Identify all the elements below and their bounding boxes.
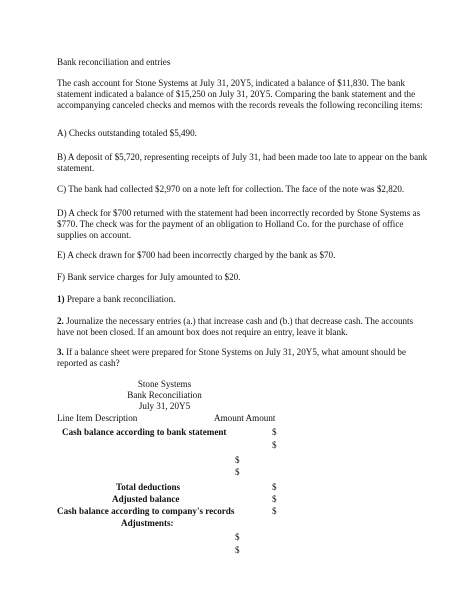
question-1-text: Prepare a bank reconciliation. bbox=[64, 294, 176, 304]
adjustment-dollar-1: $ bbox=[235, 532, 240, 542]
question-2 bbox=[57, 316, 429, 338]
recon-heading: Bank Reconciliation bbox=[127, 390, 202, 400]
adjustments-label: Adjustments: bbox=[121, 518, 174, 528]
intro-paragraph: The cash account for Stone Systems at July 31, 20Y5, indicated a balance of $11,830. The bank statement indicated a balance of $15,250 on July 31, 20Y5. Comparing the bank statement and the accompanying canceled checks and memos with the records reveals the following reconciling items: bbox=[57, 78, 423, 110]
adjusted-balance-label: Adjusted balance bbox=[112, 494, 180, 504]
question-1 bbox=[57, 294, 429, 305]
item-f: F) Bank service charges for July amounted to $20. bbox=[57, 272, 241, 282]
bank-balance-label: Cash balance according to bank statement bbox=[62, 427, 227, 437]
question-1-number: 1) bbox=[57, 294, 65, 304]
deduction-dollar-2: $ bbox=[235, 467, 240, 477]
bank-balance-dollar: $ bbox=[272, 427, 277, 437]
column-header-amounts: Amount Amount bbox=[214, 413, 276, 423]
item-e: E) A check drawn for $700 had been incorrectly charged by the bank as $70. bbox=[57, 250, 336, 260]
item-c: C) The bank had collected $2,970 on a note left for collection. The face of the note was $2,820. bbox=[57, 184, 405, 194]
question-3-number: 3. bbox=[57, 347, 64, 357]
total-deductions-dollar: $ bbox=[272, 482, 277, 492]
item-a: A) Checks outstanding totaled $5,490. bbox=[57, 128, 197, 138]
document-title: Bank reconciliation and entries bbox=[57, 57, 171, 67]
recon-date: July 31, 20Y5 bbox=[138, 401, 191, 411]
question-2-text: Journalize the necessary entries (a.) that increase cash and (b.) that decrease cash. The accounts have not been closed. If an amount box does not require an entry, leave it blank. bbox=[57, 316, 414, 337]
company-balance-dollar: $ bbox=[272, 506, 277, 516]
item-d: D) A check for $700 returned with the statement had been incorrectly recorded by Stone Systems as $770. The check was for the payment of an obligation to Holland Co. for the purchase of office supplies on account. bbox=[57, 208, 421, 240]
total-deductions-label: Total deductions bbox=[116, 482, 181, 492]
addition-dollar: $ bbox=[272, 440, 277, 450]
adjustment-dollar-2: $ bbox=[235, 545, 240, 555]
question-3-text: If a balance sheet were prepared for Stone Systems on July 31, 20Y5, what amount should be reported as cash? bbox=[57, 347, 407, 368]
company-balance-label: Cash balance according to company's records bbox=[57, 506, 235, 516]
question-3 bbox=[57, 347, 429, 369]
deduction-dollar-1: $ bbox=[235, 455, 240, 465]
column-header-description: Line Item Description bbox=[57, 413, 138, 423]
recon-company-name: Stone Systems bbox=[137, 379, 192, 389]
question-2-number: 2. bbox=[57, 316, 64, 326]
adjusted-balance-dollar: $ bbox=[272, 494, 277, 504]
item-b: B) A deposit of $5,720, representing receipts of July 31, had been made too late to appear on the bank statement. bbox=[57, 152, 428, 173]
